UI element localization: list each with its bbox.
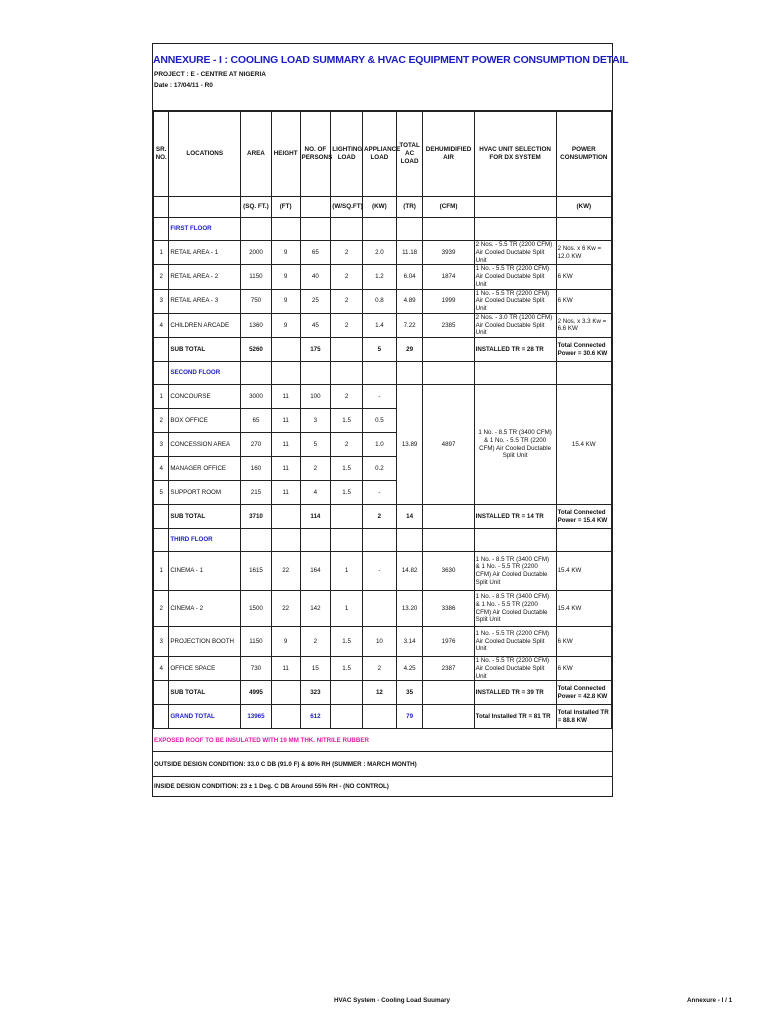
floor-header-row xyxy=(154,529,612,552)
table-row: 4 OFFICE SPACE 730 11 15 1.5 2 4.25 2387 1 No. - 5.5 TR (2200 CFM) Air Cooled Ductable Split Unit 6 KW xyxy=(154,657,612,681)
unit-power: (KW) xyxy=(556,197,611,218)
col-lighting: LIGHTING LOAD xyxy=(331,112,363,197)
floor-header-row xyxy=(154,362,612,385)
table-row: 4 MANAGER OFFICE 160 11 2 1.5 0.2 xyxy=(154,457,612,481)
unit-height: (FT) xyxy=(271,197,300,218)
footer-title: HVAC System - Cooling Load Suumary xyxy=(334,997,451,1004)
units-row xyxy=(154,197,612,218)
table-row: 3 PROJECTION BOOTH 1150 9 2 1.5 10 3.14 1976 1 No. - 5.5 TR (2200 CFM) Air Cooled Ductable Split Unit 6 KW xyxy=(154,627,612,657)
col-location: LOCATIONS xyxy=(169,112,241,197)
document-title: ANNEXURE - I : COOLING LOAD SUMMARY & HVAC EQUIPMENT POWER CONSUMPTION DETAIL xyxy=(153,54,629,66)
table-row: 2 CINEMA - 2 1500 22 142 1 13.20 3386 1 No. - 8.5 TR (3400 CFM) & 1 No. - 5.5 TR (2200 CFM) Air Cooled Ductable Split Unit 15.4 KW xyxy=(154,591,612,627)
table-row: 5 SUPPORT ROOM 215 11 4 1.5 - xyxy=(154,481,612,505)
table-row: 3 CONCESSION AREA 270 11 5 2 1.0 xyxy=(154,433,612,457)
table-row: 1 RETAIL AREA - 1 2000 9 65 2 2.0 11.18 3939 2 Nos. - 5.5 TR (2200 CFM) Air Cooled Ductable Split Unit 2 Nos. x 6 Kw = 12.0 KW xyxy=(154,241,612,265)
cooling-load-table xyxy=(153,111,612,729)
table-row: 3 RETAIL AREA - 3 750 9 25 2 0.8 4.89 1999 1 No. - 5.5 TR (2200 CFM) Air Cooled Ductable Split Unit 6 KW xyxy=(154,289,612,313)
col-appliance: APPLIANCE LOAD xyxy=(362,112,396,197)
unit-total: (TR) xyxy=(396,197,423,218)
col-power: POWER CONSUMPTION xyxy=(556,112,611,197)
floor-name: FIRST FLOOR xyxy=(169,218,241,241)
design-notes xyxy=(153,729,612,797)
column-header-row xyxy=(154,112,612,197)
col-area: AREA xyxy=(241,112,272,197)
unit-lighting: (W/SQ.FT) xyxy=(331,197,363,218)
inside-design-condition: INSIDE DESIGN CONDITION: 23 ± 1 Deg. C DB Around 55% RH - (NO CONTROL) xyxy=(153,777,612,797)
insulation-note: EXPOSED ROOF TO BE INSULATED WITH 19 MM THK. NITRILE RUBBER xyxy=(153,729,612,752)
floor-name: THIRD FLOOR xyxy=(169,529,241,552)
merged-total: 13.89 xyxy=(396,385,423,505)
floor-header-row xyxy=(154,218,612,241)
merged-power: 15.4 KW xyxy=(556,385,611,505)
outside-design-condition: OUTSIDE DESIGN CONDITION: 33.0 C DB (91.0 F) & 80% RH (SUMMER : MARCH MONTH) xyxy=(153,752,612,777)
annexure-sheet xyxy=(152,43,629,797)
table-row: 4 CHILDREN ARCADE 1360 9 45 2 1.4 7.22 2385 2 Nos. - 3.0 TR (1200 CFM) Air Cooled Ductable Split Unit 2 Nos. x 3.3 Kw = 6.6 KW xyxy=(154,313,612,337)
subtotal-row: SUB TOTAL 3710 114 2 14 INSTALLED TR = 14 TR Total Connected Power = 15.4 KW xyxy=(154,505,612,529)
title-block xyxy=(153,44,629,111)
document-date: Date : 17/04/11 - R0 xyxy=(154,82,213,89)
col-persons: NO. OF PERSONS xyxy=(300,112,331,197)
merged-hvac: 1 No. - 8.5 TR (3400 CFM) & 1 No. - 5.5 TR (2200 CFM) Air Cooled Ductable Split Unit xyxy=(474,385,556,505)
subtotal-row: SUB TOTAL 5260 175 5 29 INSTALLED TR = 28 TR Total Connected Power = 30.6 KW xyxy=(154,338,612,362)
table-row: 1 CINEMA - 1 1615 22 164 1 - 14.82 3630 1 No. - 8.5 TR (3400 CFM) & 1 No. - 5.5 TR (2200 CFM) Air Cooled Ductable Split Unit 15.4 KW xyxy=(154,552,612,591)
col-hvac: HVAC UNIT SELECTION FOR DX SYSTEM xyxy=(474,112,556,197)
grand-total-row: GRAND TOTAL 13965 612 79 Total Installed TR = 81 TR Total Installed TR = 88.8 KW xyxy=(154,705,612,729)
unit-appliance: (KW) xyxy=(362,197,396,218)
merged-cfm: 4897 xyxy=(423,385,474,505)
unit-dehum: (CFM) xyxy=(423,197,474,218)
table-row: 2 BOX OFFICE 65 11 3 1.5 0.5 xyxy=(154,409,612,433)
project-name: PROJECT : E - CENTRE AT NIGERIA xyxy=(154,71,266,78)
unit-area: (SQ. FT.) xyxy=(241,197,272,218)
col-total: TOTAL AC LOAD xyxy=(396,112,423,197)
subtotal-row: SUB TOTAL 4995 323 12 35 INSTALLED TR = 39 TR Total Connected Power = 42.8 KW xyxy=(154,681,612,705)
col-dehum: DEHUMIDIFIED AIR xyxy=(423,112,474,197)
page-number: Annexure - I / 1 xyxy=(687,997,733,1004)
col-height: HEIGHT xyxy=(271,112,300,197)
col-sr: SR. NO. xyxy=(154,112,169,197)
floor-name: SECOND FLOOR xyxy=(169,362,241,385)
table-row: 1 CONCOURSE 3000 11 100 2 - 13.89 4897 1 No. - 8.5 TR (3400 CFM) & 1 No. - 5.5 TR (2200 CFM) Air Cooled Ductable Split Unit 15.4 KW xyxy=(154,385,612,409)
table-row: 2 RETAIL AREA - 2 1150 9 40 2 1.2 6.04 1874 1 No. - 5.5 TR (2200 CFM) Air Cooled Ductable Split Unit 6 KW xyxy=(154,265,612,289)
